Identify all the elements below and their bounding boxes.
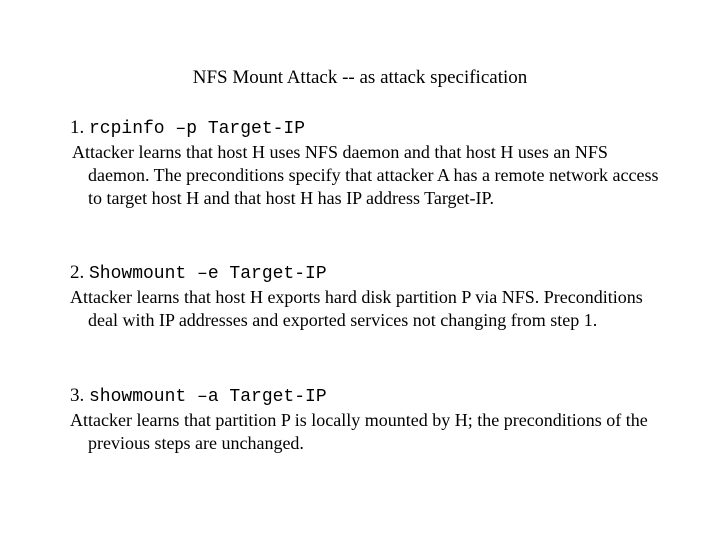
step-1-description: Attacker learns that host H uses NFS daemon and that host H uses an NFS daemon. The preconditions specify that attacker A has a remote network access to target host H and that host H has IP address Target-IP. [72,142,659,208]
step-3-number: 3. [70,385,85,406]
step-1-number: 1. [70,117,85,138]
step-2-number: 2. [70,262,85,283]
step-3-command: showmount –a Target-IP [89,387,327,407]
step-2-heading [70,261,660,286]
step-3 [70,384,660,455]
step-2-command: Showmount –e Target-IP [89,264,327,284]
step-3-heading [70,384,660,409]
step-1-command: rcpinfo –p Target-IP [89,119,306,139]
step-2 [70,261,660,332]
step-3-description: Attacker learns that partition P is locally mounted by H; the preconditions of the previous steps are unchanged. [70,410,648,453]
step-1 [70,116,660,210]
slide-title: NFS Mount Attack -- as attack specification [192,67,528,88]
step-2-description: Attacker learns that host H exports hard disk partition P via NFS. Preconditions deal with IP addresses and exported services not changing from step 1. [70,287,643,330]
step-1-heading [70,116,660,141]
